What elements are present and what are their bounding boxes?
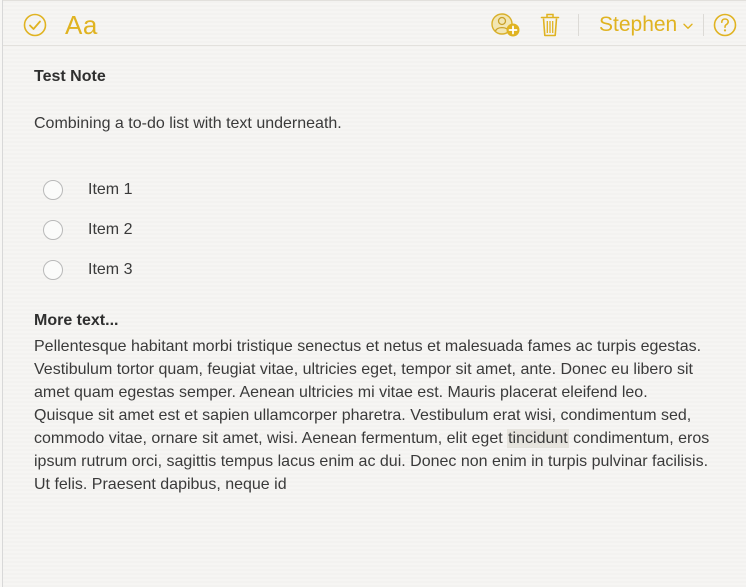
add-people-icon — [490, 11, 524, 39]
format-label: Aa — [65, 9, 98, 40]
checklist-icon — [23, 13, 47, 37]
highlighted-word: tincidunt — [508, 430, 568, 447]
toolbar — [3, 1, 746, 46]
note-title: Test Note — [34, 68, 106, 85]
checklist-button[interactable] — [22, 12, 48, 38]
notes-window — [2, 0, 746, 587]
paragraph-text: Pellentesque habitant morbi tristique senectus et netus et malesuada fames ac turpis egestas. Vestibulum tortor quam, feugiat vitae, ultricies eget, tempor sit amet, ante. Donec eu libero sit amet quam egestas semper. Aenean ultricies mi vitae est. Mauris placerat eleifend leo. Quisque sit amet est et sapien ullamcorper pharetra. Vestibulum erat wisi, condimentum sed, commodo vitae, ornare sit amet, wisi. Aenean fermentum, elit eget — [34, 338, 702, 447]
todo-list — [43, 170, 132, 290]
todo-checkbox[interactable] — [43, 260, 63, 280]
body-paragraph — [34, 335, 710, 496]
intro-text: Combining a to-do list with text underneath. — [34, 115, 342, 132]
list-item — [43, 210, 132, 250]
todo-checkbox[interactable] — [43, 180, 63, 200]
help-button[interactable] — [712, 12, 738, 38]
account-menu-button[interactable] — [599, 11, 693, 39]
toolbar-divider — [703, 14, 704, 36]
paragraph-text: condimentum, eros ipsum rutrum orci, sagittis tempus lacus enim ac dui. Donec non enim in turpis pulvinar facilisis. Ut felis. Praesent dapibus, neque id — [34, 430, 710, 493]
help-icon — [713, 13, 737, 37]
chevron-down-icon — [683, 23, 693, 30]
todo-label: Item 1 — [88, 181, 133, 198]
todo-checkbox[interactable] — [43, 220, 63, 240]
add-people-button[interactable] — [490, 11, 524, 39]
list-item — [43, 250, 132, 290]
delete-button[interactable] — [539, 11, 561, 39]
trash-icon — [540, 12, 560, 38]
account-name: Stephen — [599, 13, 678, 36]
todo-label: Item 3 — [88, 261, 133, 278]
section-heading: More text... — [34, 312, 119, 329]
format-button[interactable] — [65, 10, 98, 40]
todo-label: Item 2 — [88, 221, 133, 238]
list-item — [43, 170, 132, 210]
toolbar-divider — [578, 14, 579, 36]
